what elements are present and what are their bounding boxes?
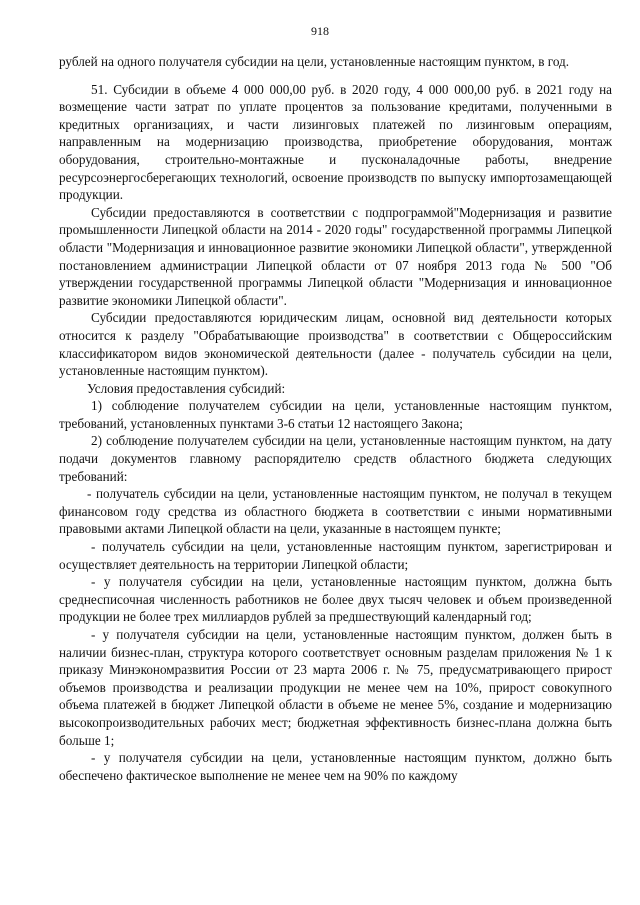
paragraph-recipients: Субсидии предоставляются юридическим лицам, основной вид деятельности которых относится к разделу "Обрабатывающие производства" в соответствии с Общероссийским классификатором видов экономической деятельности (далее - получатель субсидии на цели, установленные настоящим пунктом).	[59, 310, 612, 379]
paragraph-requirement-5: - у получателя субсидии на цели, установленные настоящим пунктом, должно быть обеспечено фактическое выполнение не менее чем на 90% по каждому	[59, 750, 612, 783]
document-body	[59, 53, 612, 784]
paragraph-requirement-3: - у получателя субсидии на цели, установленные настоящим пунктом, должна быть среднесписочная численность работников не более двух тысяч человек и объем произведенной продукции не более трех миллиардов рублей за предшествующий календарный год;	[59, 574, 612, 625]
page-number: 918	[311, 24, 329, 38]
paragraph-requirement-2: - получатель субсидии на цели, установленные настоящим пунктом, зарегистрирован и осуществляет деятельность на территории Липецкой области;	[59, 539, 612, 572]
paragraph-item-51: 51. Субсидии в объеме 4 000 000,00 руб. в 2020 году, 4 000 000,00 руб. в 2021 году на возмещение части затрат по уплате процентов за пользование кредитами, полученными в кредитных организациях, и части лизинговых платежей по лизинговым операциям, направленным на модернизацию производства, приобретение оборудования, монтаж оборудования, строительно-монтажные и пусконаладочные работы, внедрение ресурсоэнергосберегающих технологий, освоение производств по выпуску импортозамещающей продукции.	[59, 81, 612, 203]
paragraph-conditions-heading: Условия предоставления субсидий:	[87, 380, 286, 396]
paragraph-subprogram: Субсидии предоставляются в соответствии с подпрограммой"Модернизация и развитие промышленности Липецкой области на 2014 - 2020 годы" государственной программы Липецкой области "Модернизация и инновационное развитие экономики Липецкой области", утвержденной постановлением администрации Липецкой области от 07 ноября 2013 года № 500 "Об утверждении государственной программы Липецкой области "Модернизация и инновационное развитие экономики Липецкой области".	[59, 204, 612, 308]
paragraph-condition-2: 2) соблюдение получателем субсидии на цели, установленные настоящим пунктом, на дату подачи документов главному распорядителю средств областного бюджета следующих требований:	[59, 433, 612, 484]
paragraph-requirement-4: - у получателя субсидии на цели, установленные настоящим пунктом, должен быть в наличии бизнес-план, структура которого соответствует основным разделам приложения № 1 к приказу Минэкономразвития России от 23 марта 2006 г. № 75, предусматривающего прирост объемов производства и реализации продукции не менее чем на 10%, прирост совокупного объема платежей в бюджет Липецкой области в объеме не менее 5%, создание и модернизацию высокопроизводительных рабочих мест; бюджетная эффективность бизнес-плана должна быть больше 1;	[59, 627, 612, 748]
paragraph-condition-1: 1) соблюдение получателем субсидии на цели, установленные настоящим пунктом, требований, установленных пунктами 3-6 статьи 12 настоящего Закона;	[59, 398, 612, 431]
paragraph-requirement-1: - получатель субсидии на цели, установленные настоящим пунктом, не получал в текущем финансовом году средства из областного бюджета в соответствии с иными нормативными правовыми актами Липецкой области на цели, указанные в настоящем пункте;	[59, 486, 612, 537]
paragraph-continuation: рублей на одного получателя субсидии на цели, установленные настоящим пунктом, в год.	[59, 54, 570, 69]
